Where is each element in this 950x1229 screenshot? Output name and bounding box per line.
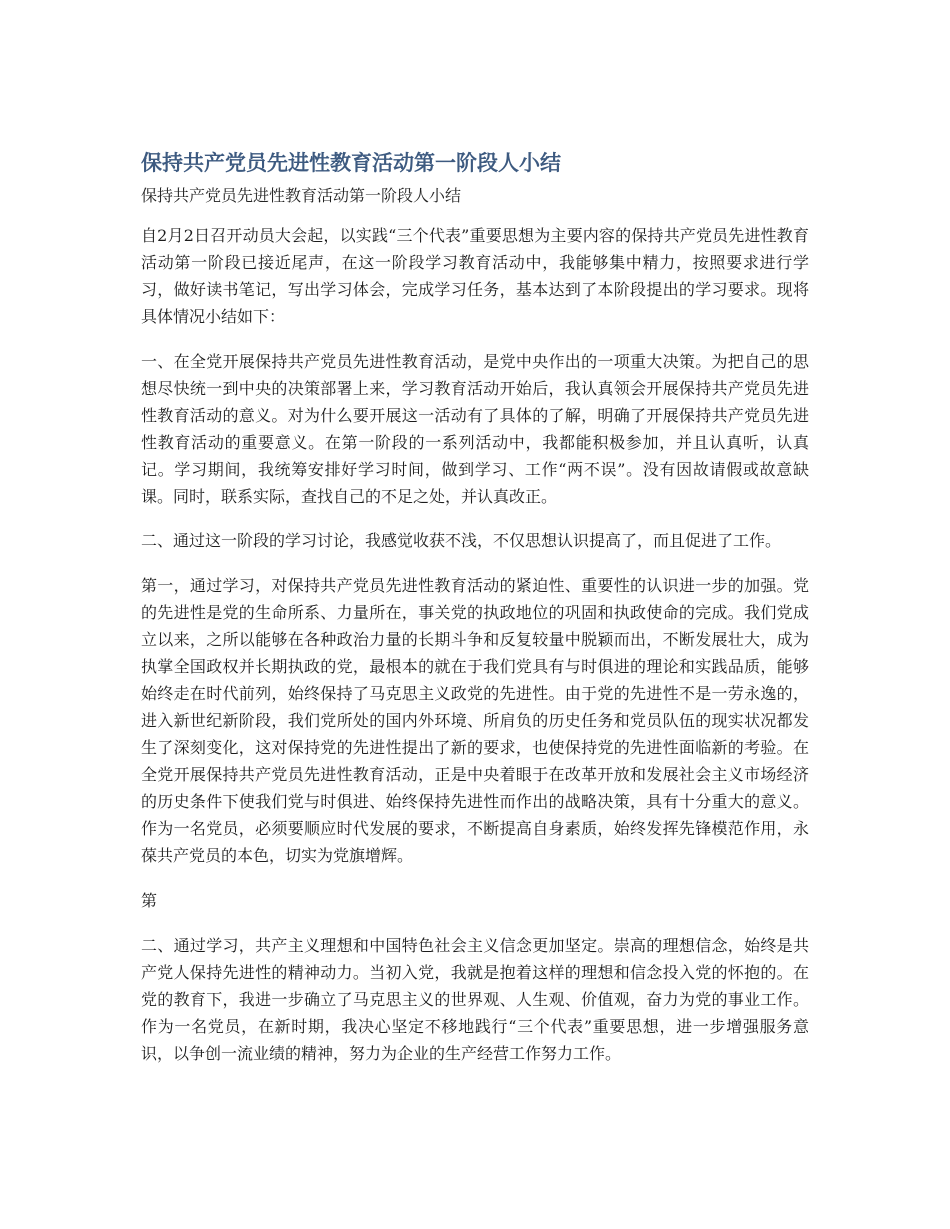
paragraph-intro: 自2月2日召开动员大会起，以实践“三个代表”重要思想为主要内容的保持共产党员先进性教育活动第一阶段已接近尾声，在这一阶段学习教育活动中，我能够集中精力，按照要求进行学习，做好读书笔记，写出学习体会，完成学习任务，基本达到了本阶段提出的学习要求。现将具体情况小结如下： [141,226,809,326]
document-subtitle: 保持共产党员先进性教育活动第一阶段人小结 [141,186,462,205]
paragraph-section-1: 一、在全党开展保持共产党员先进性教育活动，是党中央作出的一项重大决策。为把自己的思想尽快统一到中央的决策部署上来，学习教育活动开始后，我认真领会开展保持共产党员先进性教育活动的意义。对为什么要开展这一活动有了具体的了解，明确了开展保持共产党员先进性教育活动的重要意义。在第一阶段的一系列活动中，我都能积极参加，并且认真听，认真记。学习期间，我统筹安排好学习时间，做到学习、工作“两不误”。没有因故请假或故意缺课。同时，联系实际，查找自己的不足之处，并认真改正。 [141,352,809,506]
document-title: 保持共产党员先进性教育活动第一阶段人小结 [141,151,561,175]
document-page [141,146,809,1067]
paragraph-section-2: 二、通过这一阶段的学习讨论，我感觉收获不浅，不仅思想认识提高了，而且促进了工作。 [141,531,782,550]
paragraph-point-1: 第一，通过学习，对保持共产党员先进性教育活动的紧迫性、重要性的认识进一步的加强。党的先进性是党的生命所系、力量所在，事关党的执政地位的巩固和执政使命的完成。我们党成立以来，之所以能够在各种政治力量的长期斗争和反复较量中脱颖而出，不断发展壮大，成为执掌全国政权并长期执政的党，最根本的就在于我们党具有与时俱进的理论和实践品质，能够始终走在时代前列，始终保持了马克思主义政党的先进性。由于党的先进性不是一劳永逸的，进入新世纪新阶段，我们党所处的国内外环境、所肩负的历史任务和党员队伍的现实状况都发生了深刻变化，这对保持党的先进性提出了新的要求，也使保持党的先进性面临新的考验。在全党开展保持共产党员先进性教育活动，正是中央着眼于在改革开放和发展社会主义市场经济的历史条件下使我们党与时俱进、始终保持先进性而作出的战略决策，具有十分重大的意义。作为一名党员，必须要顺应时代发展的要求，不断提高自身素质，始终发挥先锋模范作用，永葆共产党员的本色，切实为党旗增辉。 [141,576,809,865]
paragraph-point-2: 二、通过学习，共产主义理想和中国特色社会主义信念更加坚定。崇高的理想信念，始终是共产党人保持先进性的精神动力。当初入党，我就是抱着这样的理想和信念投入党的怀抱的。在党的教育下，我进一步确立了马克思主义的世界观、人生观、价值观，奋力为党的事业工作。作为一名党员，在新时期，我决心坚定不移地践行“三个代表”重要思想，进一步增强服务意识，以争创一流业绩的精神，努力为企业的生产经营工作努力工作。 [141,936,809,1063]
paragraph-fragment: 第 [141,891,158,910]
